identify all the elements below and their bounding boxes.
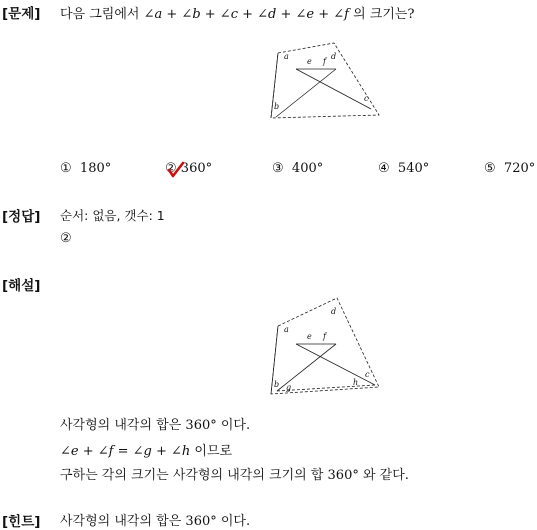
figure-label-b: b <box>274 380 280 389</box>
figure-label-e: e <box>307 332 312 341</box>
figure-quadrilateral <box>271 298 379 394</box>
figure-label-c: c <box>365 370 370 379</box>
figure-line-2 <box>296 344 375 385</box>
figure-label-f: f <box>323 57 326 66</box>
figure-label-d: d <box>331 52 337 61</box>
option-5[interactable]: ⑤ 720° <box>484 161 536 176</box>
figure-label-g: g <box>286 383 292 392</box>
problem-figure <box>265 44 385 124</box>
answer-choice: ② <box>60 231 72 246</box>
figure-label-e: e <box>307 57 312 66</box>
figure-label-h: h <box>353 378 359 387</box>
figure-label-b: b <box>274 102 280 111</box>
answer-tag: [정답] <box>2 209 41 225</box>
hint-tag: [힌트] <box>2 514 41 530</box>
explanation-figure <box>265 298 385 394</box>
figure-label-d: d <box>331 307 337 316</box>
explanation-suffix: 이므로 <box>194 444 233 459</box>
explanation-line-1: 사각형의 내각의 합은 360° 이다. <box>60 418 251 433</box>
explanation-line-3: 구하는 각의 크기는 사각형의 내각의 크기의 합 360° 와 같다. <box>60 468 409 483</box>
check-mark-icon <box>168 162 184 178</box>
problem-suffix: 의 크기는? <box>353 7 415 22</box>
option-2[interactable]: ② 360° <box>165 161 213 176</box>
figure-line-4 <box>276 69 336 117</box>
explanation-math: ∠e + ∠f = ∠g + ∠h <box>60 444 191 459</box>
figure-label-a: a <box>284 325 289 334</box>
problem-text <box>60 3 414 22</box>
problem-tag: [문제] <box>2 6 41 22</box>
figure-label-c: c <box>364 94 369 103</box>
option-4[interactable]: ④ 540° <box>378 161 430 176</box>
explanation-line-2 <box>60 440 232 459</box>
explanation-tag: [해설] <box>2 278 41 294</box>
option-1[interactable]: ① 180° <box>60 161 112 176</box>
option-3[interactable]: ③ 400° <box>272 161 324 176</box>
figure-line-2 <box>296 69 371 109</box>
problem-expression: ∠a + ∠b + ∠c + ∠d + ∠e + ∠f <box>143 7 349 22</box>
hint-text: 사각형의 내각의 합은 360° 이다. <box>60 514 251 529</box>
answer-line: 순서: 없음, 갯수: 1 <box>60 208 165 223</box>
figure-label-a: a <box>284 52 289 61</box>
figure-label-f: f <box>323 332 326 341</box>
problem-prefix: 다음 그림에서 <box>60 7 140 22</box>
